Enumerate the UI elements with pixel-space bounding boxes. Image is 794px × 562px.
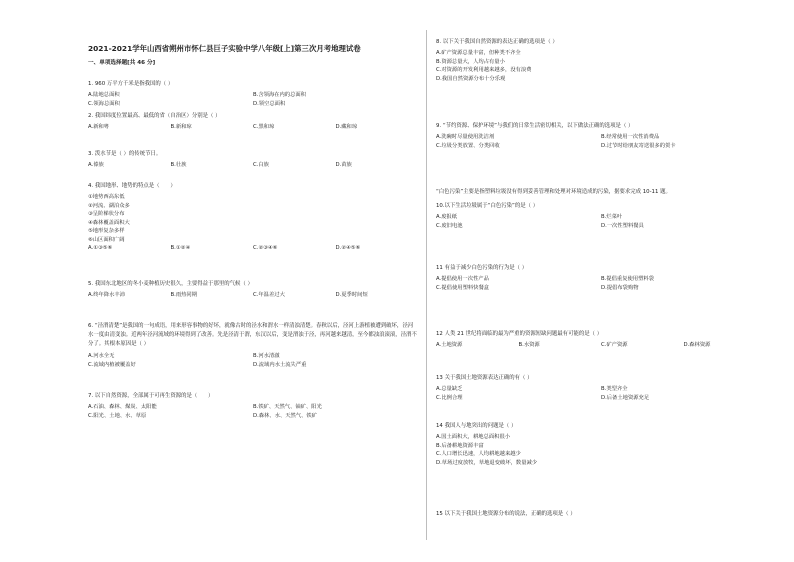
options-grid (88, 403, 418, 420)
option-item: A.土地资源 (436, 342, 463, 348)
option-item: B.雨热同期 (170, 292, 198, 298)
left-question-8 (88, 392, 418, 420)
option-item: C.阳光、土地、水、草原 (88, 412, 147, 419)
options-grid (88, 123, 418, 132)
option-item: B.壮族 (170, 162, 187, 168)
left-question-2 (88, 112, 418, 132)
exam-title: 2021-2021学年山西省朔州市怀仁县巨子实验中学八年级[上]第三次月考地理试卷 (88, 44, 361, 53)
options-grid (436, 341, 766, 350)
left-question-7 (88, 322, 418, 369)
question-stem: 14 我国人与地突出的问题是（ ） (436, 423, 517, 429)
option-item: A.石油、森林、煤炭、太阳能 (88, 404, 157, 410)
option-item: C.提倡使用塑料快餐盒 (436, 284, 490, 291)
option-item: A.洗碗时尽量使用洗洁剂 (436, 134, 495, 140)
left-question-1 (88, 80, 418, 108)
option-item: D.领空总面积 (253, 100, 286, 107)
option-item: D.我国自然资源分布十分乐观 (436, 75, 506, 82)
question-stem: 8. 以下关于我国自然资源的表达正确的选项是（ ） (436, 39, 558, 45)
question-stem: 12 人类 21 世纪将面临的最为严重的资源短缺问题最有可能的是（ ） (436, 331, 603, 337)
question-stem: 13 关于我国土地资源表达正确的有（ ） (436, 375, 533, 381)
option-item: D.森林、水、天然气、铁矿 (253, 412, 318, 419)
reading-passage: “白色污染”主要是指塑料垃圾没有得到妥善管理和处理对环境造成的污染，据要求完成 10-11 题。 (436, 189, 671, 195)
right-question-6 (436, 374, 766, 402)
question-stem: 6. “泾渭清楚”是我国的一句成语，用来形容事物的好坏，就像古时的泾水和渭水一样清浊清楚。春秋以后，泾河上游植被遭到破坏，泾河水一度由清变浊。近两年泾河流域的环境得到了改善。先是泾清于渭，东汉以后，变是渭浊于泾，再河越来越清，至今都浊浪滚滚，泾渭不分了。其根本原因是（ ） (88, 323, 417, 347)
option-item: C.人口增长迅速，人均耕地越来越少 (436, 451, 521, 458)
option-item: A.总量缺乏 (436, 386, 463, 392)
options-grid (436, 385, 766, 402)
right-question-5 (436, 330, 766, 350)
right-question-7 (436, 422, 766, 467)
option-item: C.比例合理 (436, 394, 463, 401)
option-item: C.对资源的开发利用越来越多，没有浪费 (436, 67, 532, 74)
options-grid (436, 433, 766, 467)
option-item: C.领海总面积 (88, 100, 120, 107)
option-item: B.提倡重复使用塑料袋 (601, 276, 654, 282)
option-item: B.含领海在内的总面积 (253, 92, 306, 98)
option-item: D.提倡布袋购物 (601, 284, 639, 291)
option-item: D.苗族 (335, 162, 352, 168)
option-item: D.流域内水土流失严重 (253, 361, 307, 368)
option-item: C.年温差过大 (253, 292, 285, 298)
option-item: C.废旧电池 (436, 222, 463, 229)
options-grid (88, 244, 418, 253)
left-question-3 (88, 150, 418, 170)
option-item: ②河流、湖泊众多 (88, 202, 130, 209)
option-item: D.过节时给朋友寄送很多的贺卡 (601, 142, 676, 149)
option-item: C.②③④⑥ (253, 245, 278, 251)
option-item: ⑤地形复杂多样 (88, 228, 125, 235)
options-grid (436, 49, 766, 83)
left-question-6 (88, 280, 418, 300)
option-item: C.流域内植被覆盖好 (88, 361, 136, 368)
option-item: B.①②④ (170, 245, 191, 251)
right-question-3 (436, 202, 766, 230)
option-item: B.资源总量大，人均占有量小 (436, 58, 505, 65)
option-item: A.终年降水丰沛 (88, 292, 125, 298)
option-item: B.类型齐全 (601, 386, 628, 392)
right-question-4 (436, 264, 766, 292)
question-stem: 4. 我国地形、地势的特点是（ ） (88, 183, 176, 189)
option-item: A.①③⑤⑥ (88, 245, 113, 251)
option-item: ④森林覆盖面积大 (88, 219, 130, 226)
option-item: B.铁矿、天然气、铀矿、阳光 (253, 404, 322, 410)
option-item: C.黑和琼 (253, 124, 275, 130)
question-stem: 15 以下关于我国土地资源分布的说法，正确的选项是（ ） (436, 511, 576, 517)
column-divider (426, 30, 427, 540)
option-item: A.矿产资源总量丰富，但种类不齐全 (436, 50, 521, 56)
options-grid (436, 213, 766, 230)
option-item: B.水资源 (518, 342, 540, 348)
right-question-8 (436, 510, 766, 519)
section-heading: 一、单项选择题[共 46 分] (88, 60, 156, 66)
question-stem: 10.以下生活垃圾属于“白色污染”的是（ ） (436, 203, 539, 209)
options-grid (88, 352, 418, 369)
option-item: B.经常使用一次性消费品 (601, 134, 660, 140)
option-item: A.提倡使用一次性产品 (436, 276, 489, 282)
question-stem: 11 有益于减少白色污染的行为是（ ） (436, 265, 528, 271)
left-question-5 (88, 244, 418, 253)
option-item: A.国土面积大，耕地总面积很小 (436, 434, 511, 440)
right-question-1 (436, 38, 766, 83)
option-item: A.废报纸 (436, 214, 458, 220)
question-stem: 3. 泼水节是（ ）的传统节日。 (88, 151, 162, 157)
question-stem: 2. 我国纬度位置最高、最低的省（自治区）分别是（ ） (88, 113, 221, 119)
option-item: ③呈阶梯状分布 (88, 211, 125, 218)
options-grid (88, 91, 418, 108)
option-item: B.烂菜叶 (601, 214, 623, 220)
option-item: D.后备土地资源充足 (601, 394, 650, 401)
option-item: C.白族 (253, 162, 269, 168)
options-grid (436, 133, 766, 150)
options-grid (88, 193, 418, 245)
option-item: C.垃圾分类放置、分类回收 (436, 142, 500, 149)
option-item: ①地势西高东低 (88, 194, 125, 200)
question-stem: 1. 960 万平方千米是指我国的（ ） (88, 81, 174, 87)
option-item: B.新和琼 (170, 124, 192, 130)
options-grid (436, 275, 766, 292)
option-item: D.藏和琼 (335, 124, 358, 130)
option-item: C.矿产资源 (601, 342, 628, 348)
right-question-2 (436, 122, 766, 150)
left-question-4 (88, 182, 418, 245)
option-item: ⑥山区面积广阔 (88, 236, 125, 243)
question-stem: 9. “节约资源、保护环境”与我们的日常生活密切相关，以下做法正确的选项是（ ） (436, 123, 634, 129)
option-item: D.草场过度放牧，草地退变破坏，数量减少 (436, 459, 538, 466)
option-item: B.河水清澈 (253, 353, 280, 359)
option-item: D.一次性塑料餐具 (601, 222, 644, 229)
option-item: A.新和粤 (88, 124, 110, 130)
option-item: A.河水全无 (88, 353, 115, 359)
options-grid (88, 161, 418, 170)
option-item: D.森林资源 (683, 342, 711, 348)
option-item: B.后备耕地资源丰富 (436, 442, 484, 449)
option-item: A.陆地总面积 (88, 92, 120, 98)
option-item: D.②④⑤⑥ (335, 245, 361, 251)
question-stem: 7. 以下自然资源，全部属于可再生资源的是（ ） (88, 393, 214, 399)
options-grid (88, 291, 418, 300)
question-stem: 5. 我国东北地区的冬小麦种植历史很久，主要得益于那里的气候（ ） (88, 281, 253, 287)
option-item: A.傣族 (88, 162, 104, 168)
option-item: D.夏季时间短 (335, 292, 368, 298)
